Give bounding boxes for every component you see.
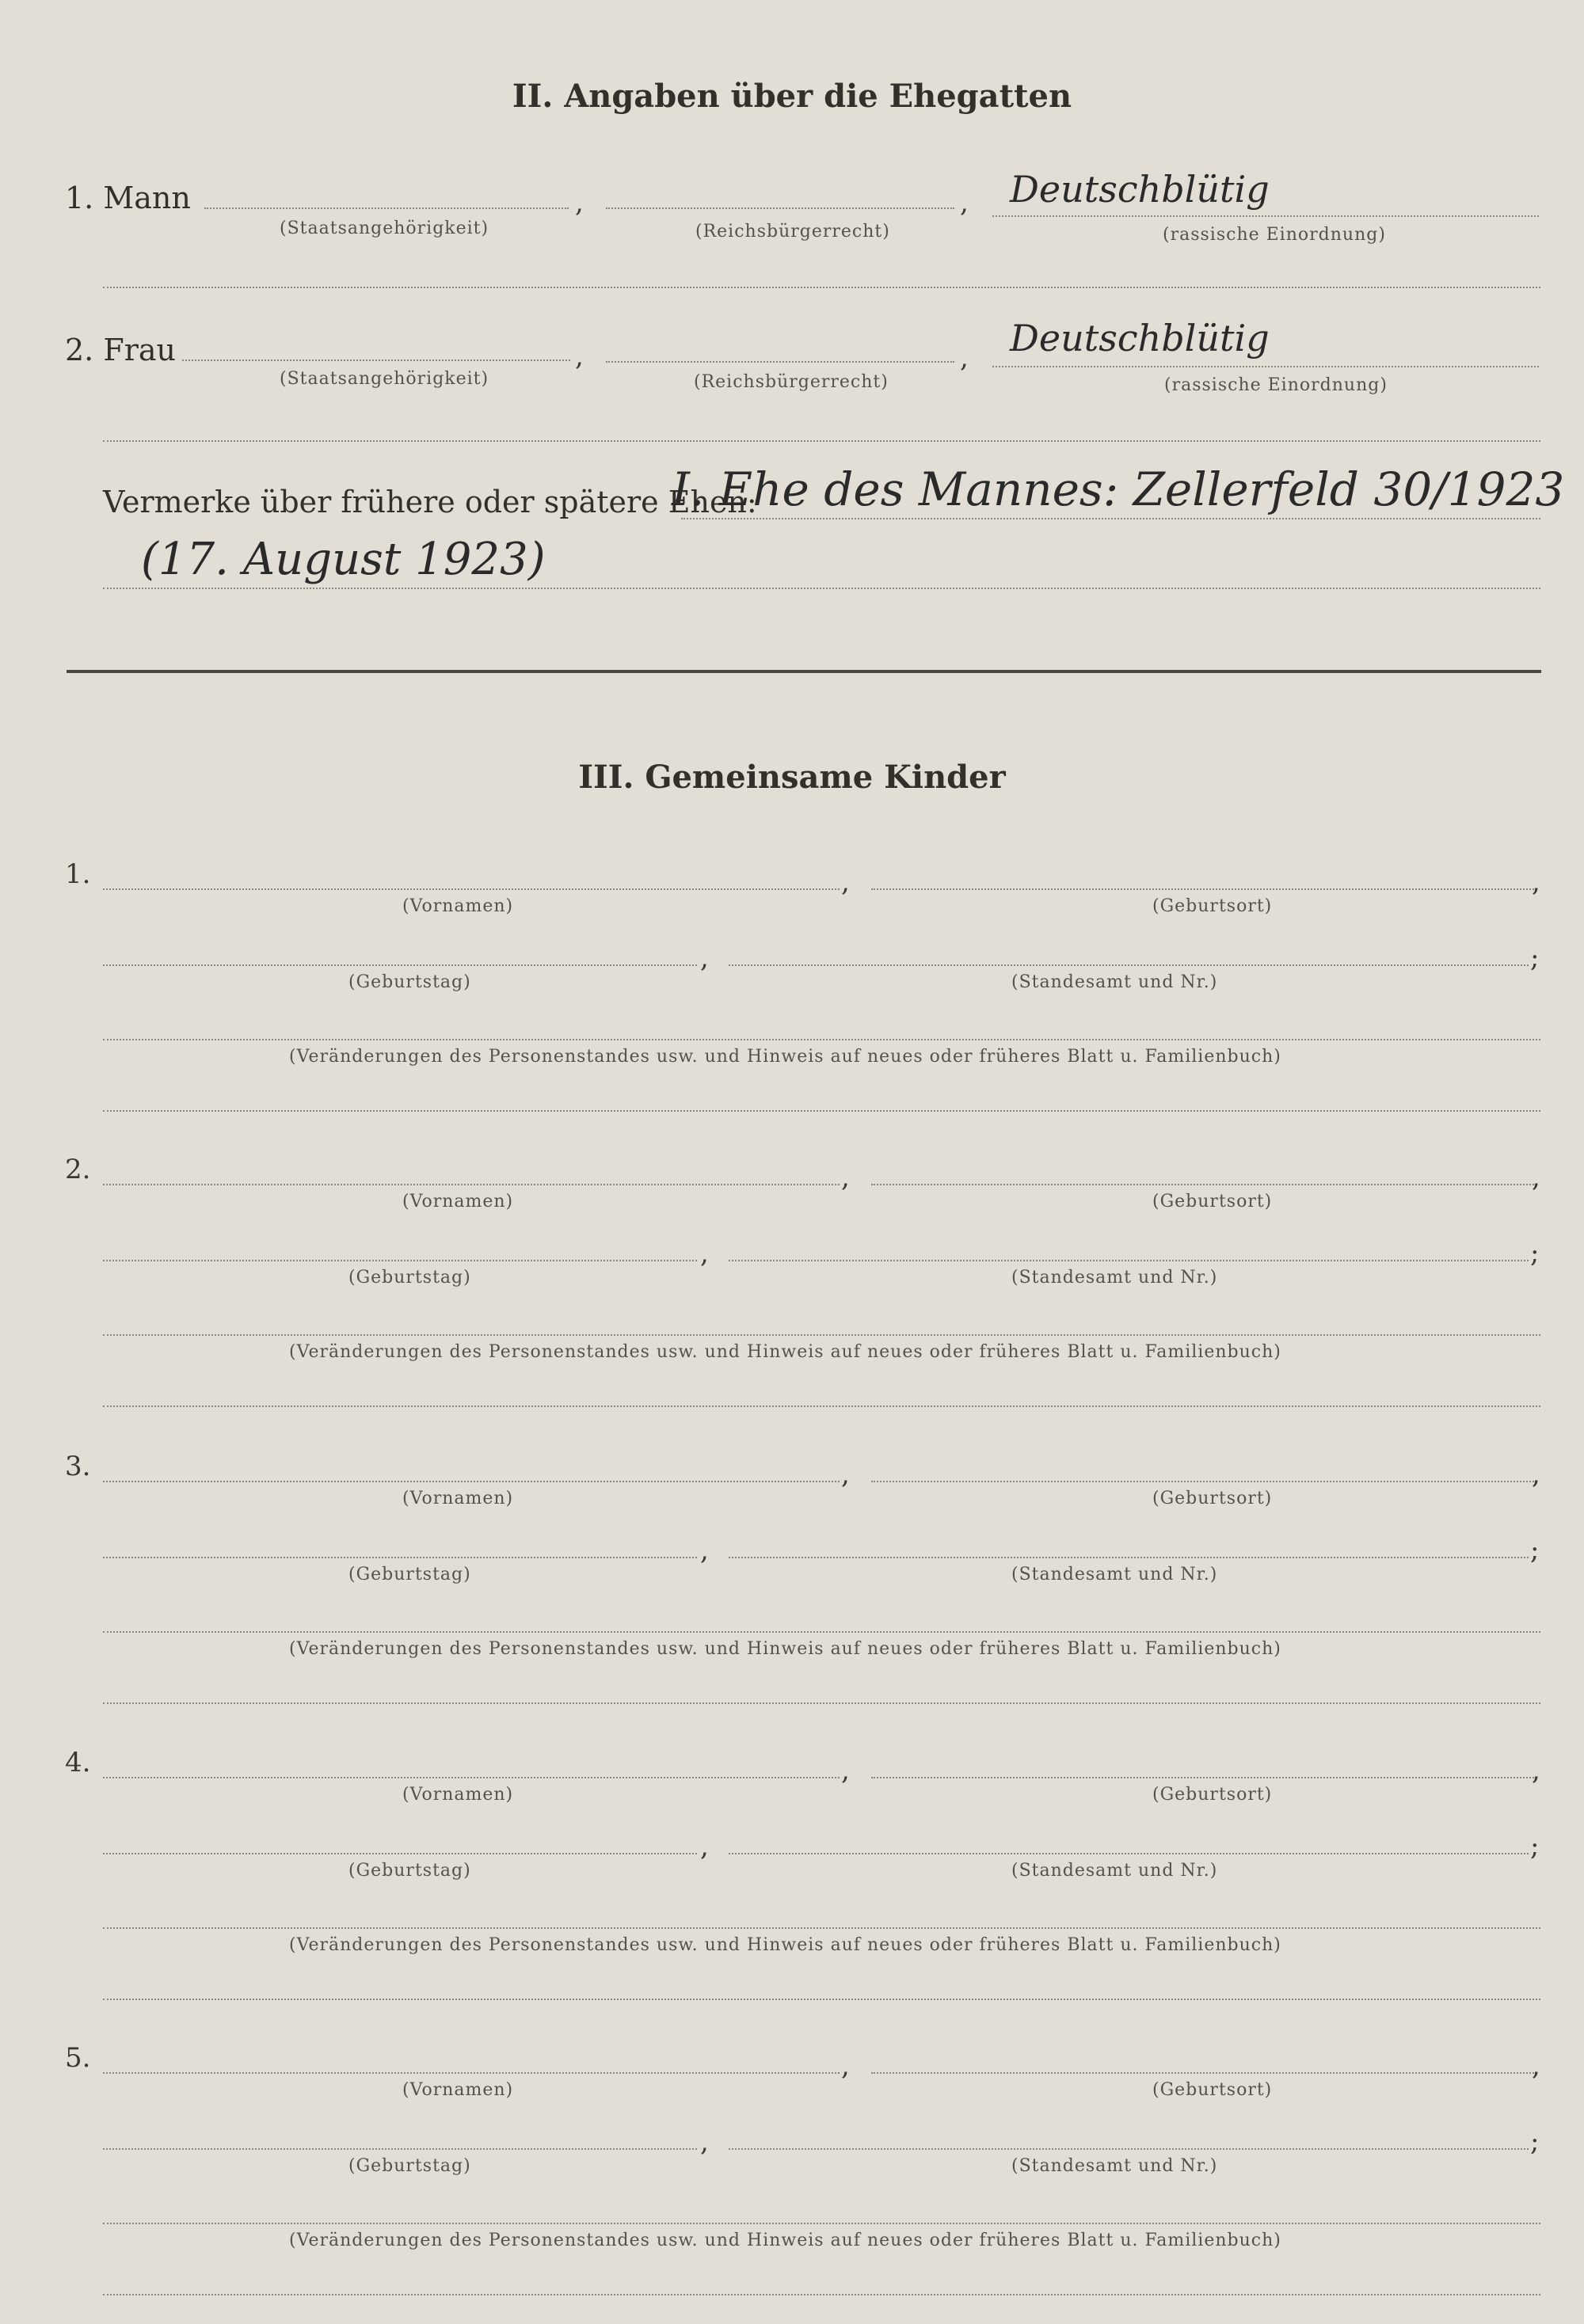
child-comma-3: , (700, 942, 709, 974)
child-semicolon: ; (1530, 1535, 1540, 1566)
man-comma-1: , (575, 187, 584, 219)
child-first-names-line (103, 1777, 840, 1778)
child-comma-2: , (1532, 1755, 1540, 1786)
child-birthday-line (103, 1557, 697, 1558)
child-first-names-caption: (Vornamen) (402, 1785, 514, 1805)
child-comma-3: , (700, 1238, 709, 1269)
child-changes-caption: (Veränderungen des Personenstandes usw. und Hinweis auf neues oder früheres Blatt u. Familienbuch) (289, 1935, 1281, 1955)
child-changes-caption: (Veränderungen des Personenstandes usw. und Hinweis auf neues oder früheres Blatt u. Familienbuch) (289, 1047, 1281, 1067)
child-comma-3: , (700, 2126, 709, 2158)
child-registry-line (729, 964, 1529, 966)
child-registry-caption: (Standesamt und Nr.) (1011, 1861, 1218, 1881)
notes-line-1 (681, 518, 1540, 519)
child-birthplace-caption: (Geburtsort) (1152, 896, 1273, 916)
child-number: 4. (65, 1747, 91, 1778)
child-birthplace-line (871, 2072, 1536, 2074)
child-birthplace-caption: (Geburtsort) (1152, 1192, 1273, 1211)
child-registry-caption: (Standesamt und Nr.) (1011, 972, 1218, 992)
child-changes-caption: (Veränderungen des Personenstandes usw. und Hinweis auf neues oder früheres Blatt u. Familienbuch) (289, 2231, 1281, 2250)
child-comma-2: , (1532, 866, 1540, 898)
woman-racial-caption: (rassische Einordnung) (1164, 375, 1388, 395)
child-changes-line (103, 1334, 1540, 1336)
woman-reich-line (606, 361, 954, 363)
child-changes-line (103, 1631, 1540, 1633)
child-birthplace-caption: (Geburtsort) (1152, 1785, 1273, 1805)
child-registry-line (729, 2148, 1529, 2150)
child-birthday-caption: (Geburtstag) (348, 2156, 471, 2176)
woman-citizenship-line (182, 359, 570, 361)
child-first-names-caption: (Vornamen) (402, 896, 514, 916)
child-comma-3: , (700, 1535, 709, 1566)
child-registry-line (729, 1557, 1529, 1558)
child-comma-1: , (841, 1755, 850, 1786)
man-racial-value: Deutschblütig (1010, 168, 1270, 211)
child-registry-caption: (Standesamt und Nr.) (1011, 1565, 1218, 1584)
man-racial-caption: (rassische Einordnung) (1163, 225, 1386, 245)
child-birthday-line (103, 1260, 697, 1261)
section-divider (67, 670, 1541, 673)
child-comma-1: , (841, 866, 850, 898)
man-reich-caption: (Reichsbürgerrecht) (695, 222, 890, 242)
child-first-names-line (103, 1184, 840, 1185)
child-birthday-caption: (Geburtstag) (348, 972, 471, 992)
woman-comma-2: , (960, 342, 969, 374)
child-registry-caption: (Standesamt und Nr.) (1011, 1268, 1218, 1288)
child-birthplace-line (871, 1777, 1536, 1778)
man-reich-line (606, 207, 954, 209)
notes-value-line-2: (17. August 1923) (141, 534, 546, 585)
man-racial-line (992, 215, 1539, 217)
child-number: 5. (65, 2042, 91, 2074)
child-extra-line (103, 2294, 1540, 2295)
child-birthplace-caption: (Geburtsort) (1152, 1489, 1273, 1508)
child-birthplace-caption: (Geburtsort) (1152, 2080, 1273, 2100)
child-first-names-line (103, 888, 840, 890)
child-extra-line (103, 1999, 1540, 2000)
child-extra-line (103, 1405, 1540, 1407)
woman-label: 2. Frau (65, 333, 176, 367)
child-comma-1: , (841, 2050, 850, 2082)
child-birthday-caption: (Geburtstag) (348, 1268, 471, 1288)
child-first-names-line (103, 2072, 840, 2074)
child-extra-line (103, 1110, 1540, 1112)
child-semicolon: ; (1530, 942, 1540, 974)
child-changes-line (103, 2223, 1540, 2224)
woman-racial-line (992, 366, 1539, 367)
child-comma-2: , (1532, 1162, 1540, 1193)
child-birthday-caption: (Geburtstag) (348, 1861, 471, 1881)
woman-comma-1: , (575, 340, 584, 372)
notes-line-2 (103, 588, 1540, 589)
woman-racial-value: Deutschblütig (1010, 317, 1270, 359)
child-comma-2: , (1532, 2050, 1540, 2082)
child-birthday-line (103, 1853, 697, 1854)
woman-reich-caption: (Reichsbürgerrecht) (694, 372, 889, 392)
child-semicolon: ; (1530, 1831, 1540, 1862)
child-registry-line (729, 1260, 1529, 1261)
child-comma-3: , (700, 1831, 709, 1862)
child-changes-line (103, 1039, 1540, 1040)
child-extra-line (103, 1702, 1540, 1704)
child-first-names-caption: (Vornamen) (402, 1192, 514, 1211)
woman-extra-line (103, 440, 1540, 442)
child-changes-line (103, 1927, 1540, 1929)
child-semicolon: ; (1530, 2126, 1540, 2158)
child-comma-1: , (841, 1459, 850, 1490)
child-changes-caption: (Veränderungen des Personenstandes usw. und Hinweis auf neues oder früheres Blatt u. Familienbuch) (289, 1639, 1281, 1659)
child-number: 3. (65, 1451, 91, 1482)
child-comma-1: , (841, 1162, 850, 1193)
man-citizenship-line (204, 207, 569, 209)
child-registry-caption: (Standesamt und Nr.) (1011, 2156, 1218, 2176)
child-number: 1. (65, 858, 91, 890)
section-ii-title: II. Angaben über die Ehegatten (512, 78, 1072, 115)
notes-value-line-1: I. Ehe des Mannes: Zellerfeld 30/1923 (672, 462, 1565, 516)
child-comma-2: , (1532, 1459, 1540, 1490)
child-first-names-line (103, 1481, 840, 1482)
woman-citizenship-caption: (Staatsangehörigkeit) (280, 369, 489, 389)
man-citizenship-caption: (Staatsangehörigkeit) (280, 219, 489, 238)
man-comma-2: , (960, 187, 969, 219)
child-registry-line (729, 1853, 1529, 1854)
child-first-names-caption: (Vornamen) (402, 2080, 514, 2100)
section-iii-title: III. Gemeinsame Kinder (578, 759, 1006, 796)
child-first-names-caption: (Vornamen) (402, 1489, 514, 1508)
man-extra-line (103, 287, 1540, 288)
child-number: 2. (65, 1154, 91, 1185)
child-birthday-line (103, 2148, 697, 2150)
notes-label: Vermerke über frühere oder spätere Ehen: (103, 485, 757, 519)
child-semicolon: ; (1530, 1238, 1540, 1269)
child-birthplace-line (871, 888, 1536, 890)
child-birthplace-line (871, 1481, 1536, 1482)
child-birthday-line (103, 964, 697, 966)
child-birthplace-line (871, 1184, 1536, 1185)
child-changes-caption: (Veränderungen des Personenstandes usw. und Hinweis auf neues oder früheres Blatt u. Familienbuch) (289, 1342, 1281, 1362)
child-birthday-caption: (Geburtstag) (348, 1565, 471, 1584)
man-label: 1. Mann (65, 181, 191, 215)
